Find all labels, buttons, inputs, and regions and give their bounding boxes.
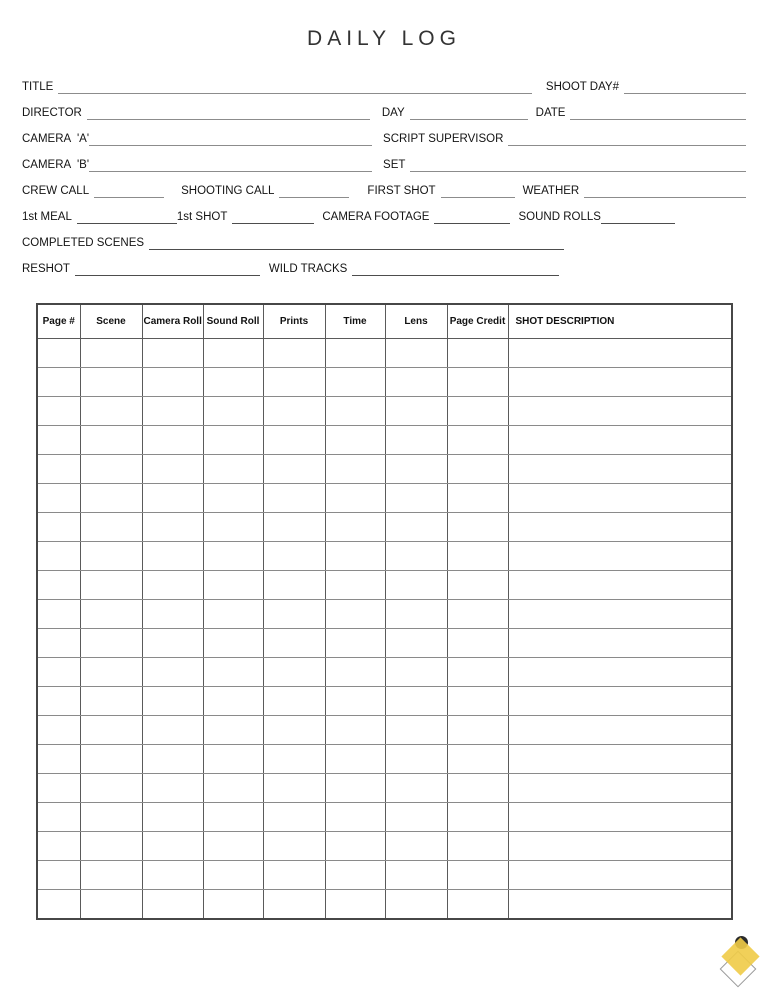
table-cell[interactable] [325,861,385,890]
table-cell[interactable] [325,658,385,687]
field-line-first-shot[interactable] [441,184,515,198]
table-row [37,368,732,397]
table-cell[interactable] [263,687,325,716]
table-cell[interactable] [142,890,203,920]
table-cell[interactable] [447,774,508,803]
table-cell[interactable] [508,861,732,890]
table-cell[interactable] [203,658,263,687]
header-form [0,51,768,276]
table-header-row [37,304,732,339]
table-cell[interactable] [80,426,142,455]
table-cell[interactable] [142,426,203,455]
table-cell[interactable] [263,745,325,774]
form-field-director [22,106,370,120]
table-cell[interactable] [37,890,80,920]
table-cell[interactable] [80,484,142,513]
table-cell[interactable] [142,600,203,629]
table-cell[interactable] [37,571,80,600]
table-cell[interactable] [80,745,142,774]
table-cell[interactable] [142,861,203,890]
table-cell[interactable] [385,339,447,368]
table-cell[interactable] [37,687,80,716]
table-cell[interactable] [203,861,263,890]
table-cell[interactable] [508,600,732,629]
table-cell[interactable] [385,745,447,774]
table-row [37,658,732,687]
table-cell[interactable] [203,803,263,832]
table-cell[interactable] [263,397,325,426]
table-cell[interactable] [80,542,142,571]
table-cell[interactable] [80,368,142,397]
field-line-crew-call[interactable] [94,184,164,198]
table-cell[interactable] [385,658,447,687]
field-line-completed-scenes[interactable] [149,236,564,250]
table-cell[interactable] [142,542,203,571]
form-row [22,198,746,224]
column-header-camera-roll: Camera Roll [142,304,203,339]
field-line-camera-b[interactable] [89,158,372,172]
table-cell[interactable] [80,890,142,920]
field-label-date: DATE [535,107,566,119]
table-cell[interactable] [80,571,142,600]
table-cell[interactable] [263,803,325,832]
table-cell[interactable] [80,600,142,629]
table-cell[interactable] [37,484,80,513]
table-cell[interactable] [447,716,508,745]
table-cell[interactable] [508,513,732,542]
table-cell[interactable] [203,513,263,542]
table-cell[interactable] [263,629,325,658]
table-cell[interactable] [80,832,142,861]
table-cell[interactable] [447,571,508,600]
table-cell[interactable] [80,861,142,890]
table-row [37,600,732,629]
table-cell[interactable] [385,832,447,861]
form-field-first-shot [367,184,514,198]
shot-log-table-wrap [36,303,768,920]
table-cell[interactable] [447,339,508,368]
table-cell[interactable] [263,513,325,542]
field-label-director: DIRECTOR [22,107,82,119]
table-cell[interactable] [447,832,508,861]
table-cell[interactable] [385,484,447,513]
table-cell[interactable] [325,513,385,542]
table-cell[interactable] [508,803,732,832]
table-cell[interactable] [142,832,203,861]
table-cell[interactable] [142,658,203,687]
table-cell[interactable] [203,426,263,455]
table-cell[interactable] [325,484,385,513]
table-cell[interactable] [325,716,385,745]
table-cell[interactable] [325,397,385,426]
form-field-camera-b [22,158,372,172]
field-line-shoot-day[interactable] [624,80,746,94]
table-cell[interactable] [325,687,385,716]
form-field-script-supervisor [383,132,746,146]
table-cell[interactable] [447,890,508,920]
table-cell[interactable] [325,542,385,571]
table-cell[interactable] [263,774,325,803]
table-cell[interactable] [80,658,142,687]
field-label-set: SET [383,159,406,171]
table-row [37,803,732,832]
table-cell[interactable] [385,426,447,455]
table-cell[interactable] [325,803,385,832]
table-cell[interactable] [508,484,732,513]
table-cell[interactable] [508,774,732,803]
field-label-camera-a: CAMERA 'A' [22,133,90,145]
table-cell[interactable] [142,513,203,542]
table-cell[interactable] [447,745,508,774]
table-cell[interactable] [37,832,80,861]
form-field-shooting-call [181,184,349,198]
table-cell[interactable] [80,774,142,803]
brand-logo [710,932,760,990]
table-cell[interactable] [142,716,203,745]
form-row [22,94,746,120]
table-cell[interactable] [142,455,203,484]
table-cell[interactable] [263,368,325,397]
table-cell[interactable] [385,890,447,920]
form-row [22,250,746,276]
field-line-wild-tracks[interactable] [352,262,559,276]
table-cell[interactable] [37,745,80,774]
table-cell[interactable] [37,658,80,687]
form-field-weather [523,184,746,198]
table-cell[interactable] [263,600,325,629]
table-cell[interactable] [203,368,263,397]
table-cell[interactable] [37,861,80,890]
table-cell[interactable] [263,484,325,513]
field-line-shooting-call[interactable] [279,184,349,198]
table-cell[interactable] [37,513,80,542]
field-label-script-supervisor: SCRIPT SUPERVISOR [383,133,504,145]
table-cell[interactable] [37,339,80,368]
table-cell[interactable] [142,397,203,426]
form-row [22,172,746,198]
table-cell[interactable] [508,832,732,861]
table-cell[interactable] [142,484,203,513]
table-cell[interactable] [508,426,732,455]
table-row [37,513,732,542]
form-field-date [536,106,746,120]
field-label-crew-call: CREW CALL [22,185,90,197]
form-field-1st-shot [177,210,314,224]
field-label-camera-b: CAMERA 'B' [22,159,90,171]
table-cell[interactable] [263,455,325,484]
table-cell[interactable] [142,774,203,803]
table-row [37,745,732,774]
table-cell[interactable] [447,542,508,571]
form-field-1st-meal [22,210,177,224]
table-cell[interactable] [385,629,447,658]
table-cell[interactable] [385,513,447,542]
table-cell[interactable] [385,774,447,803]
table-cell[interactable] [325,571,385,600]
table-cell[interactable] [325,745,385,774]
table-cell[interactable] [37,455,80,484]
field-label-reshot: RESHOT [22,263,70,275]
field-label-first-shot: FIRST SHOT [367,185,436,197]
table-cell[interactable] [203,571,263,600]
table-cell[interactable] [263,542,325,571]
field-label-title: TITLE [22,81,54,93]
table-cell[interactable] [263,832,325,861]
column-header-page: Page # [37,304,80,339]
field-line-director[interactable] [87,106,370,120]
table-cell[interactable] [203,832,263,861]
form-row [22,68,746,94]
table-cell[interactable] [508,716,732,745]
table-cell[interactable] [447,455,508,484]
table-row [37,716,732,745]
field-line-set[interactable] [410,158,746,172]
table-cell[interactable] [203,600,263,629]
field-line-date[interactable] [570,106,746,120]
table-cell[interactable] [385,861,447,890]
table-cell[interactable] [385,397,447,426]
table-cell[interactable] [203,629,263,658]
form-row [22,120,746,146]
form-field-completed-scenes [22,236,564,250]
field-label-sound-rolls: SOUND ROLLS [518,211,601,223]
table-row [37,455,732,484]
table-cell[interactable] [508,368,732,397]
table-row [37,484,732,513]
table-row [37,861,732,890]
table-cell[interactable] [325,890,385,920]
table-cell[interactable] [80,513,142,542]
form-field-reshot [22,262,260,276]
table-cell[interactable] [263,339,325,368]
table-row [37,890,732,920]
table-cell[interactable] [325,629,385,658]
field-line-sound-rolls[interactable] [601,210,675,224]
field-line-weather[interactable] [584,184,746,198]
form-field-title [22,80,532,94]
field-label-weather: WEATHER [522,185,580,197]
table-cell[interactable] [325,832,385,861]
field-line-1st-shot[interactable] [232,210,314,224]
field-label-wild-tracks: WILD TRACKS [268,263,348,275]
table-cell[interactable] [447,861,508,890]
table-cell[interactable] [447,426,508,455]
table-cell[interactable] [37,426,80,455]
table-cell[interactable] [203,890,263,920]
table-cell[interactable] [385,368,447,397]
column-header-sound-roll: Sound Roll [203,304,263,339]
table-cell[interactable] [385,571,447,600]
table-cell[interactable] [80,629,142,658]
form-field-sound-rolls [518,210,674,224]
field-label-1st-meal: 1st MEAL [22,211,72,223]
table-cell[interactable] [263,861,325,890]
form-field-camera-footage [322,210,510,224]
table-cell[interactable] [203,542,263,571]
table-cell[interactable] [385,803,447,832]
field-line-reshot[interactable] [75,262,260,276]
field-line-title[interactable] [58,80,532,94]
table-cell[interactable] [325,600,385,629]
table-cell[interactable] [508,542,732,571]
form-row [22,224,746,250]
table-cell[interactable] [37,600,80,629]
table-cell[interactable] [203,397,263,426]
table-row [37,629,732,658]
table-cell[interactable] [37,397,80,426]
table-cell[interactable] [447,600,508,629]
table-cell[interactable] [37,774,80,803]
table-cell[interactable] [263,571,325,600]
table-cell[interactable] [508,658,732,687]
table-cell[interactable] [142,687,203,716]
table-cell[interactable] [385,600,447,629]
table-row [37,542,732,571]
table-cell[interactable] [508,629,732,658]
column-header-scene: Scene [80,304,142,339]
column-header-prints: Prints [263,304,325,339]
column-header-page-credit: Page Credit [447,304,508,339]
field-line-camera-footage[interactable] [434,210,510,224]
table-cell[interactable] [447,513,508,542]
table-cell[interactable] [447,687,508,716]
table-cell[interactable] [142,571,203,600]
table-cell[interactable] [203,774,263,803]
field-line-day[interactable] [410,106,528,120]
table-cell[interactable] [37,803,80,832]
form-field-crew-call [22,184,164,198]
table-cell[interactable] [80,339,142,368]
shot-log-table [36,303,733,920]
table-row [37,687,732,716]
table-cell[interactable] [142,339,203,368]
table-cell[interactable] [203,339,263,368]
form-row [22,146,746,172]
field-line-script-supervisor[interactable] [508,132,746,146]
form-field-day [382,106,528,120]
table-cell[interactable] [37,368,80,397]
table-cell[interactable] [203,745,263,774]
column-header-lens: Lens [385,304,447,339]
table-cell[interactable] [508,687,732,716]
table-cell[interactable] [325,339,385,368]
table-cell[interactable] [142,745,203,774]
table-cell[interactable] [203,484,263,513]
field-label-completed-scenes: COMPLETED SCENES [22,237,145,249]
table-cell[interactable] [508,745,732,774]
table-cell[interactable] [263,658,325,687]
table-cell[interactable] [447,397,508,426]
field-label-camera-footage: CAMERA FOOTAGE [322,211,430,223]
table-cell[interactable] [325,455,385,484]
table-cell[interactable] [508,890,732,920]
field-line-camera-a[interactable] [89,132,372,146]
table-row [37,426,732,455]
table-cell[interactable] [447,484,508,513]
field-label-shooting-call: SHOOTING CALL [181,185,275,197]
table-cell[interactable] [203,687,263,716]
form-field-set [383,158,746,172]
table-cell[interactable] [508,571,732,600]
table-cell[interactable] [447,629,508,658]
table-row [37,774,732,803]
table-cell[interactable] [80,455,142,484]
table-cell[interactable] [447,658,508,687]
table-row [37,832,732,861]
field-label-shoot-day: SHOOT DAY# [545,81,619,93]
table-cell[interactable] [142,368,203,397]
column-header-time: Time [325,304,385,339]
table-cell[interactable] [80,716,142,745]
table-cell[interactable] [263,426,325,455]
table-cell[interactable] [263,716,325,745]
table-cell[interactable] [37,716,80,745]
table-row [37,397,732,426]
table-cell[interactable] [447,803,508,832]
table-cell[interactable] [385,455,447,484]
table-cell[interactable] [80,687,142,716]
table-cell[interactable] [508,455,732,484]
field-label-day: DAY [381,107,405,119]
table-cell[interactable] [508,397,732,426]
table-cell[interactable] [37,542,80,571]
table-cell[interactable] [385,716,447,745]
table-cell[interactable] [325,426,385,455]
field-line-1st-meal[interactable] [77,210,177,224]
form-field-camera-a [22,132,372,146]
table-cell[interactable] [142,629,203,658]
table-cell[interactable] [203,716,263,745]
table-cell[interactable] [325,368,385,397]
table-cell[interactable] [385,542,447,571]
form-field-shoot-day [546,80,746,94]
field-label-1st-shot: 1st SHOT [176,211,228,223]
table-cell[interactable] [325,774,385,803]
page-title: DAILY LOG [307,27,461,50]
table-cell[interactable] [385,687,447,716]
table-cell[interactable] [142,803,203,832]
table-row [37,571,732,600]
table-cell[interactable] [263,890,325,920]
table-cell[interactable] [37,629,80,658]
table-cell[interactable] [80,397,142,426]
column-header-shot-description: SHOT DESCRIPTION [508,304,732,339]
table-row [37,339,732,368]
table-cell[interactable] [80,803,142,832]
table-cell[interactable] [508,339,732,368]
table-cell[interactable] [447,368,508,397]
table-cell[interactable] [203,455,263,484]
form-field-wild-tracks [269,262,559,276]
